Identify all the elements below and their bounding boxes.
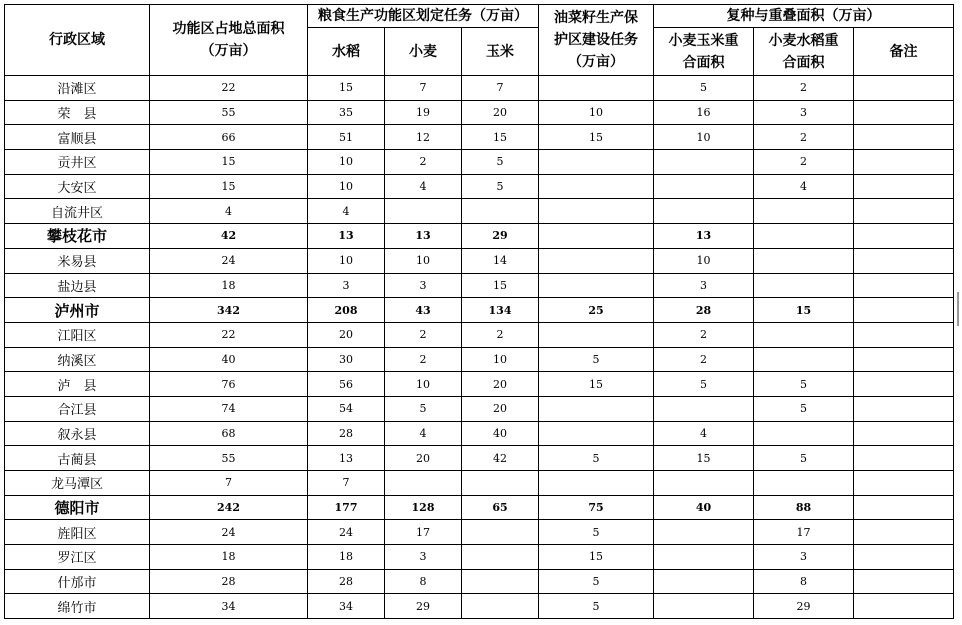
rice-cell: 7 — [308, 471, 385, 496]
table-row — [5, 520, 954, 545]
region-cell: 泸 县 — [5, 372, 150, 397]
total-area-cell: 18 — [150, 545, 308, 570]
total-area-cell: 342 — [150, 298, 308, 323]
table-row — [5, 199, 954, 224]
corn-cell: 7 — [462, 76, 539, 101]
wheat-rice-overlap-cell — [754, 471, 854, 496]
corn-cell: 2 — [462, 322, 539, 347]
wheat-rice-overlap-cell: 5 — [754, 446, 854, 471]
table-body — [5, 76, 954, 619]
total-area-cell: 55 — [150, 446, 308, 471]
wheat-rice-overlap-cell — [754, 273, 854, 298]
wheat-rice-overlap-cell — [754, 347, 854, 372]
region-cell: 荣 县 — [5, 100, 150, 125]
region-cell: 泸州市 — [5, 298, 150, 323]
rice-cell: 24 — [308, 520, 385, 545]
wheat-rice-overlap-cell — [754, 224, 854, 249]
wheat-cell: 8 — [385, 569, 462, 594]
remarks-cell — [854, 76, 954, 101]
table-row — [5, 471, 954, 496]
remarks-cell — [854, 396, 954, 421]
region-cell: 什邡市 — [5, 569, 150, 594]
corn-cell — [462, 545, 539, 570]
region-cell: 合江县 — [5, 396, 150, 421]
total-area-cell: 15 — [150, 174, 308, 199]
wheat-cell: 2 — [385, 347, 462, 372]
rapeseed-cell: 75 — [539, 495, 654, 520]
total-area-cell: 22 — [150, 322, 308, 347]
header-wheat-rice-line1: 小麦水稻重 — [768, 32, 839, 49]
header-wheat: 小麦 — [385, 28, 462, 76]
wheat-cell: 20 — [385, 446, 462, 471]
remarks-cell — [854, 125, 954, 150]
wheat-corn-overlap-cell: 4 — [654, 421, 754, 446]
table-row — [5, 421, 954, 446]
rapeseed-cell: 15 — [539, 125, 654, 150]
region-cell: 沿滩区 — [5, 76, 150, 101]
total-area-cell: 34 — [150, 594, 308, 619]
rice-cell: 13 — [308, 224, 385, 249]
table-row — [5, 396, 954, 421]
rapeseed-cell — [539, 396, 654, 421]
city-subtotal-row — [5, 224, 954, 249]
region-cell: 旌阳区 — [5, 520, 150, 545]
rapeseed-cell: 5 — [539, 347, 654, 372]
rapeseed-cell — [539, 224, 654, 249]
wheat-corn-overlap-cell — [654, 396, 754, 421]
wheat-cell: 5 — [385, 396, 462, 421]
corn-cell: 14 — [462, 248, 539, 273]
remarks-cell — [854, 471, 954, 496]
farmland-table — [4, 4, 954, 619]
header-rapeseed — [539, 5, 654, 76]
wheat-cell: 13 — [385, 224, 462, 249]
total-area-cell: 40 — [150, 347, 308, 372]
wheat-corn-overlap-cell — [654, 545, 754, 570]
region-cell: 绵竹市 — [5, 594, 150, 619]
rapeseed-cell: 10 — [539, 100, 654, 125]
wheat-corn-overlap-cell: 2 — [654, 322, 754, 347]
header-rice: 水稻 — [308, 28, 385, 76]
rice-cell: 35 — [308, 100, 385, 125]
table-row — [5, 174, 954, 199]
total-area-cell: 4 — [150, 199, 308, 224]
corn-cell: 65 — [462, 495, 539, 520]
table-row — [5, 594, 954, 619]
rapeseed-cell: 5 — [539, 446, 654, 471]
wheat-rice-overlap-cell — [754, 421, 854, 446]
wheat-rice-overlap-cell — [754, 199, 854, 224]
rice-cell: 208 — [308, 298, 385, 323]
header-remarks: 备注 — [854, 28, 954, 76]
region-cell: 盐边县 — [5, 273, 150, 298]
wheat-cell: 2 — [385, 150, 462, 175]
rice-cell: 56 — [308, 372, 385, 397]
rice-cell: 28 — [308, 421, 385, 446]
table-row — [5, 273, 954, 298]
header-wheat-rice — [754, 28, 854, 76]
remarks-cell — [854, 520, 954, 545]
corn-cell — [462, 594, 539, 619]
remarks-cell — [854, 174, 954, 199]
rapeseed-cell — [539, 248, 654, 273]
corn-cell: 42 — [462, 446, 539, 471]
wheat-corn-overlap-cell — [654, 174, 754, 199]
corn-cell: 20 — [462, 396, 539, 421]
remarks-cell — [854, 545, 954, 570]
rapeseed-cell — [539, 174, 654, 199]
rapeseed-cell: 25 — [539, 298, 654, 323]
region-cell: 江阳区 — [5, 322, 150, 347]
region-cell: 富顺县 — [5, 125, 150, 150]
wheat-corn-overlap-cell: 10 — [654, 125, 754, 150]
rapeseed-cell — [539, 76, 654, 101]
total-area-cell: 76 — [150, 372, 308, 397]
wheat-cell: 43 — [385, 298, 462, 323]
corn-cell: 15 — [462, 273, 539, 298]
wheat-corn-overlap-cell: 3 — [654, 273, 754, 298]
header-region: 行政区域 — [5, 5, 150, 76]
wheat-rice-overlap-cell: 15 — [754, 298, 854, 323]
wheat-rice-overlap-cell: 3 — [754, 545, 854, 570]
remarks-cell — [854, 224, 954, 249]
rapeseed-cell — [539, 199, 654, 224]
total-area-cell: 66 — [150, 125, 308, 150]
wheat-corn-overlap-cell — [654, 594, 754, 619]
rapeseed-cell — [539, 421, 654, 446]
region-cell: 德阳市 — [5, 495, 150, 520]
table-row — [5, 569, 954, 594]
header-total-area — [150, 5, 308, 76]
corn-cell: 5 — [462, 174, 539, 199]
header-grain-group: 粮食生产功能区划定任务（万亩） — [308, 5, 539, 28]
city-subtotal-row — [5, 495, 954, 520]
rice-cell: 10 — [308, 174, 385, 199]
wheat-cell: 17 — [385, 520, 462, 545]
wheat-corn-overlap-cell: 40 — [654, 495, 754, 520]
rapeseed-cell — [539, 150, 654, 175]
corn-cell: 20 — [462, 372, 539, 397]
table-row — [5, 76, 954, 101]
wheat-rice-overlap-cell: 2 — [754, 150, 854, 175]
header-wheat-corn-line1: 小麦玉米重 — [668, 32, 739, 49]
corn-cell: 15 — [462, 125, 539, 150]
wheat-rice-overlap-cell — [754, 248, 854, 273]
total-area-cell: 42 — [150, 224, 308, 249]
header-wheat-rice-line2: 合面积 — [782, 54, 825, 71]
corn-cell: 5 — [462, 150, 539, 175]
remarks-cell — [854, 322, 954, 347]
total-area-cell: 24 — [150, 520, 308, 545]
total-area-cell: 22 — [150, 76, 308, 101]
rice-cell: 3 — [308, 273, 385, 298]
wheat-corn-overlap-cell: 5 — [654, 372, 754, 397]
table-row — [5, 150, 954, 175]
total-area-cell: 242 — [150, 495, 308, 520]
rapeseed-cell: 5 — [539, 594, 654, 619]
rapeseed-cell: 5 — [539, 569, 654, 594]
wheat-cell: 7 — [385, 76, 462, 101]
wheat-cell — [385, 199, 462, 224]
remarks-cell — [854, 372, 954, 397]
remarks-cell — [854, 569, 954, 594]
total-area-cell: 28 — [150, 569, 308, 594]
rapeseed-cell — [539, 273, 654, 298]
remarks-cell — [854, 273, 954, 298]
total-area-cell: 74 — [150, 396, 308, 421]
rice-cell: 51 — [308, 125, 385, 150]
rice-cell: 54 — [308, 396, 385, 421]
header-rapeseed-line1: 油菜籽生产保 — [554, 10, 638, 26]
wheat-rice-overlap-cell: 5 — [754, 372, 854, 397]
region-cell: 古蔺县 — [5, 446, 150, 471]
region-cell: 大安区 — [5, 174, 150, 199]
remarks-cell — [854, 199, 954, 224]
remarks-cell — [854, 100, 954, 125]
header-rapeseed-line3: （万亩） — [568, 54, 624, 70]
rice-cell: 20 — [308, 322, 385, 347]
rice-cell: 15 — [308, 76, 385, 101]
rice-cell: 10 — [308, 248, 385, 273]
wheat-rice-overlap-cell: 3 — [754, 100, 854, 125]
rapeseed-cell — [539, 471, 654, 496]
rice-cell: 177 — [308, 495, 385, 520]
corn-cell: 29 — [462, 224, 539, 249]
wheat-rice-overlap-cell: 2 — [754, 125, 854, 150]
wheat-cell: 4 — [385, 174, 462, 199]
remarks-cell — [854, 347, 954, 372]
remarks-cell — [854, 495, 954, 520]
wheat-corn-overlap-cell: 15 — [654, 446, 754, 471]
wheat-corn-overlap-cell — [654, 520, 754, 545]
rapeseed-cell: 15 — [539, 545, 654, 570]
rice-cell: 18 — [308, 545, 385, 570]
header-total-area-line1: 功能区占地总面积 — [172, 21, 285, 37]
table-row — [5, 446, 954, 471]
corn-cell: 20 — [462, 100, 539, 125]
wheat-corn-overlap-cell — [654, 471, 754, 496]
wheat-rice-overlap-cell: 17 — [754, 520, 854, 545]
wheat-cell: 4 — [385, 421, 462, 446]
rice-cell: 34 — [308, 594, 385, 619]
wheat-rice-overlap-cell: 8 — [754, 569, 854, 594]
table-row — [5, 125, 954, 150]
rice-cell: 30 — [308, 347, 385, 372]
wheat-cell: 3 — [385, 273, 462, 298]
corn-cell: 10 — [462, 347, 539, 372]
total-area-cell: 15 — [150, 150, 308, 175]
wheat-cell: 10 — [385, 248, 462, 273]
rice-cell: 4 — [308, 199, 385, 224]
total-area-cell: 24 — [150, 248, 308, 273]
wheat-cell: 10 — [385, 372, 462, 397]
wheat-corn-overlap-cell — [654, 569, 754, 594]
wheat-corn-overlap-cell: 16 — [654, 100, 754, 125]
wheat-cell: 29 — [385, 594, 462, 619]
wheat-corn-overlap-cell: 5 — [654, 76, 754, 101]
rapeseed-cell — [539, 322, 654, 347]
total-area-cell: 55 — [150, 100, 308, 125]
wheat-corn-overlap-cell — [654, 199, 754, 224]
rice-cell: 10 — [308, 150, 385, 175]
header-corn: 玉米 — [462, 28, 539, 76]
rapeseed-cell: 5 — [539, 520, 654, 545]
wheat-rice-overlap-cell: 29 — [754, 594, 854, 619]
region-cell: 米易县 — [5, 248, 150, 273]
table-row — [5, 322, 954, 347]
wheat-rice-overlap-cell — [754, 322, 854, 347]
wheat-cell — [385, 471, 462, 496]
rice-cell: 13 — [308, 446, 385, 471]
corn-cell — [462, 520, 539, 545]
scrollbar-edge — [957, 292, 959, 326]
table-row — [5, 248, 954, 273]
header-wheat-corn-line2: 合面积 — [682, 54, 725, 71]
wheat-cell: 2 — [385, 322, 462, 347]
region-cell: 龙马潭区 — [5, 471, 150, 496]
table-row — [5, 347, 954, 372]
region-cell: 自流井区 — [5, 199, 150, 224]
table-row — [5, 100, 954, 125]
header-wheat-corn — [654, 28, 754, 76]
region-cell: 贡井区 — [5, 150, 150, 175]
region-cell: 纳溪区 — [5, 347, 150, 372]
corn-cell — [462, 569, 539, 594]
rice-cell: 28 — [308, 569, 385, 594]
corn-cell: 134 — [462, 298, 539, 323]
wheat-corn-overlap-cell: 10 — [654, 248, 754, 273]
remarks-cell — [854, 150, 954, 175]
total-area-cell: 18 — [150, 273, 308, 298]
region-cell: 罗江区 — [5, 545, 150, 570]
city-subtotal-row — [5, 298, 954, 323]
total-area-cell: 7 — [150, 471, 308, 496]
corn-cell — [462, 471, 539, 496]
remarks-cell — [854, 446, 954, 471]
wheat-cell: 3 — [385, 545, 462, 570]
header-rapeseed-line2: 护区建设任务 — [554, 32, 638, 48]
wheat-corn-overlap-cell — [654, 150, 754, 175]
remarks-cell — [854, 248, 954, 273]
wheat-corn-overlap-cell: 28 — [654, 298, 754, 323]
remarks-cell — [854, 594, 954, 619]
table-row — [5, 545, 954, 570]
total-area-cell: 68 — [150, 421, 308, 446]
header-total-area-line2: （万亩） — [200, 43, 257, 59]
region-cell: 叙永县 — [5, 421, 150, 446]
wheat-rice-overlap-cell: 2 — [754, 76, 854, 101]
corn-cell: 40 — [462, 421, 539, 446]
rapeseed-cell: 15 — [539, 372, 654, 397]
wheat-rice-overlap-cell: 4 — [754, 174, 854, 199]
wheat-cell: 19 — [385, 100, 462, 125]
region-cell: 攀枝花市 — [5, 224, 150, 249]
wheat-rice-overlap-cell: 88 — [754, 495, 854, 520]
remarks-cell — [854, 298, 954, 323]
corn-cell — [462, 199, 539, 224]
table-row — [5, 372, 954, 397]
header-overlap-group: 复种与重叠面积（万亩） — [654, 5, 954, 28]
wheat-rice-overlap-cell: 5 — [754, 396, 854, 421]
remarks-cell — [854, 421, 954, 446]
wheat-corn-overlap-cell: 2 — [654, 347, 754, 372]
wheat-cell: 12 — [385, 125, 462, 150]
wheat-cell: 128 — [385, 495, 462, 520]
wheat-corn-overlap-cell: 13 — [654, 224, 754, 249]
